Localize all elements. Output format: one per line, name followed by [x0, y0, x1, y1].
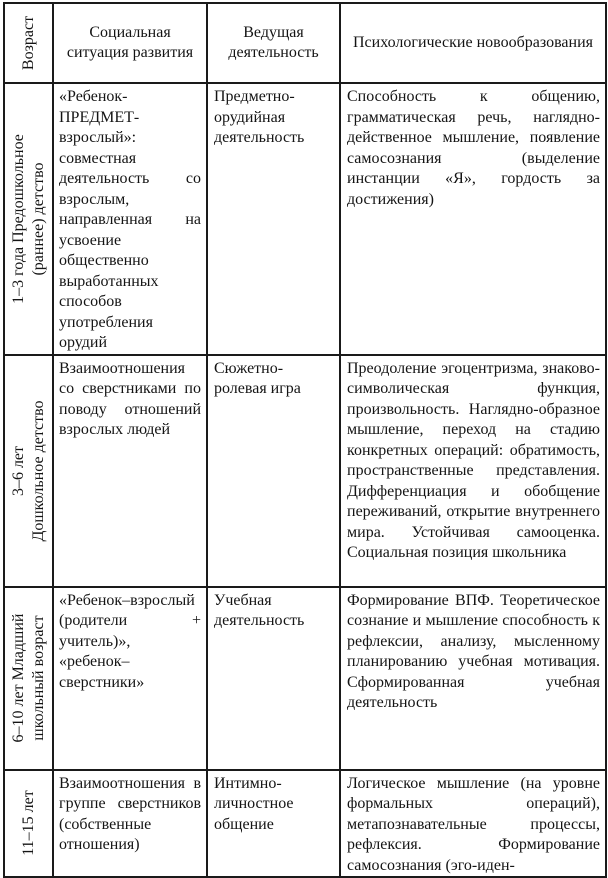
age-label: 6–10 лет Младший	[9, 613, 27, 743]
leading-activity-cell	[207, 355, 340, 587]
leading-activity-cell	[207, 770, 340, 878]
table-row	[4, 83, 606, 355]
header-social-situation	[53, 3, 207, 83]
table-row	[4, 770, 606, 878]
age-label-secondary: школьный возраст	[29, 615, 47, 741]
new-formations-cell	[340, 770, 606, 878]
header-age-label: Возраст	[19, 15, 37, 71]
header-new-formations	[340, 3, 606, 83]
new-formations-cell	[340, 83, 606, 355]
leading-activity-text: Предметно-орудийная деятельность	[214, 88, 305, 146]
leading-activity-text: Учебная деятельность	[214, 591, 305, 629]
age-label: 11–15 лет	[19, 790, 37, 856]
social-situation-text: «Ребенок–взрослый (родители + учитель)», «ребенок–сверстники»	[59, 591, 201, 691]
header-social-situation-label: Социальная ситуация развития	[66, 24, 194, 61]
age-label-secondary: (раннее) детство	[29, 162, 47, 276]
age-cell	[4, 83, 53, 355]
new-formations-cell	[340, 587, 606, 770]
header-age	[4, 3, 53, 83]
header-new-formations-label: Психологические новообразования	[353, 34, 593, 51]
age-cell	[4, 355, 53, 587]
new-formations-text: Преодоление эгоцентризма, знаково-символическая функция, произвольность. Наглядно-образное мышление, переход на стадию конкретных операций: обратимость, пространственные представления. Дифференциация и обобщение переживаний, открытие внутреннего мира. Устойчивая самооценка. Социальная позиция школьника	[347, 359, 600, 561]
age-label: 1–3 года Предошкольное	[9, 133, 27, 304]
age-label: 3–6 лет	[9, 445, 27, 496]
social-situation-text: Взаимоотношения в группе сверстников (собственные отношения)	[59, 774, 201, 853]
table-row	[4, 587, 606, 770]
table-row	[4, 355, 606, 587]
leading-activity-cell	[207, 83, 340, 355]
header-leading-activity	[207, 3, 340, 83]
development-stages-table	[3, 2, 607, 878]
age-cell	[4, 770, 53, 878]
new-formations-cell	[340, 355, 606, 587]
social-situation-text: Взаимоотношения со сверстниками по поводу отношений взрослых людей	[59, 359, 201, 438]
leading-activity-text: Сюжетно-ролевая игра	[214, 359, 301, 397]
new-formations-text: Способность к общению, грамматическая речь, наглядно-действенное мышление, появление самосознания (выделение инстанции «Я», гордость за достижения)	[347, 88, 600, 208]
social-situation-cell	[53, 355, 207, 587]
table-header-row	[4, 3, 606, 83]
header-leading-activity-label: Ведущая деятельность	[228, 24, 319, 61]
age-label-secondary: Дошкольное детство	[29, 399, 47, 542]
leading-activity-cell	[207, 587, 340, 770]
new-formations-text: Формирование ВПФ. Теоретическое сознание и мышление способность к рефлексии, анализу, мысленному планированию учебная мотивация. Сформированная учебная деятельность	[347, 591, 600, 711]
new-formations-text: Логическое мышление (на уровне формальных операций), метапознавательные процессы, рефлексия. Формирование самосознания (эго-иден-	[347, 774, 600, 874]
social-situation-cell	[53, 770, 207, 878]
social-situation-cell	[53, 83, 207, 355]
age-cell	[4, 587, 53, 770]
social-situation-text: «Ребенок-ПРЕДМЕТ-взрослый»: совместная деятельность со взрослым, направленная на усвоение общественно выработанных способов употребления орудий	[59, 88, 201, 351]
leading-activity-text: Интимно-личностное общение	[214, 774, 294, 833]
social-situation-cell	[53, 587, 207, 770]
